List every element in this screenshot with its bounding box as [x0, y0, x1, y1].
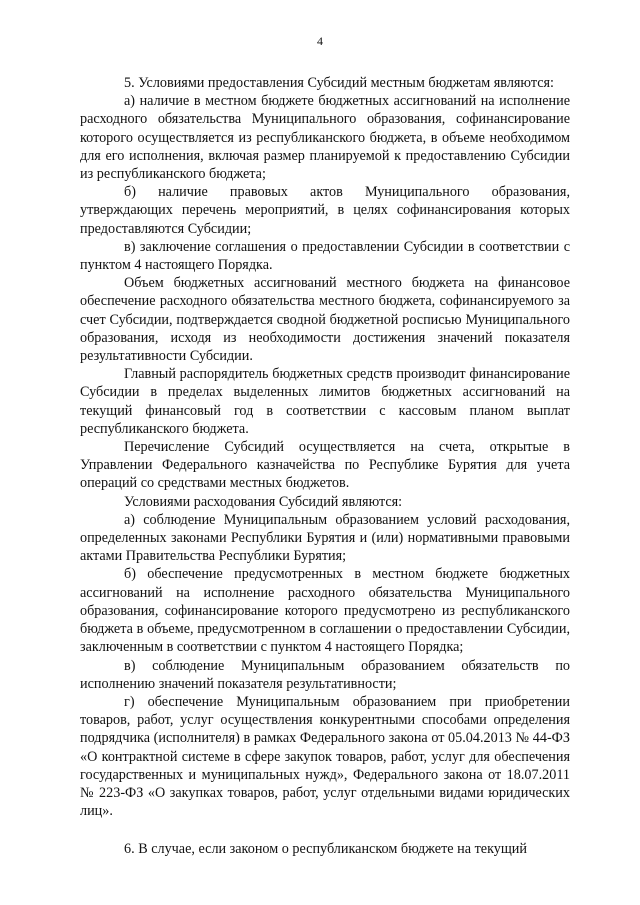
paragraph-financing: Главный распорядитель бюджетных средств производит финансирование Субсидии в пределах выделенных лимитов бюджетных ассигнований на текущий финансовый год в соответствии с кассовым планом выплат республиканского бюджета.: [80, 366, 570, 437]
paragraph-spending-c: в) соблюдение Муниципальным образованием обязательств по исполнению значений показателя результативности;: [80, 657, 570, 692]
paragraph-5b: б) наличие правовых актов Муниципального образования, утверждающих перечень мероприятий, в целях софинансирования которых предоставляются Субсидии;: [80, 184, 570, 237]
paragraph-5a: а) наличие в местном бюджете бюджетных ассигнований на исполнение расходного обязательства Муниципального образования, софинансирование которого осуществляется из республиканского бюджета, в объеме необходимом для его исполнения, включая размер планируемой к предоставлению Субсидии из республиканского бюджета;: [80, 93, 570, 183]
body-text: [80, 74, 570, 859]
paragraph-spending-a: а) соблюдение Муниципальным образованием условий расходования, определенных законами Республики Бурятия и (или) нормативными правовыми актами Правительства Республики Бурятия;: [80, 511, 570, 565]
paragraph-budget-volume: Объем бюджетных ассигнований местного бюджета на финансовое обеспечение расходного обязательства местного бюджета, софинансируемого за счет Субсидии, подтверждается сводной бюджетной росписью Муниципального образования, исходя из необходимости достижения значений показателя результативности Субсидии.: [80, 275, 570, 365]
paragraph-spending-d: г) обеспечение Муниципальным образованием при приобретении товаров, работ, услуг осуществления конкурентными способами определения подрядчика (исполнителя) в рамках Федерального закона от 05.04.2013 № 44-ФЗ «О контрактной системе в сфере закупок товаров, работ, услуг для обеспечения государственных и муниципальных нужд», Федерального закона от 18.07.2011 № 223-ФЗ «О закупках товаров, работ, услуг отдельными видами юридических лиц».: [80, 693, 570, 820]
paragraph-spending-conditions: Условиями расходования Субсидий являются:: [124, 493, 403, 510]
paragraph-5-intro: 5. Условиями предоставления Субсидий местным бюджетам являются:: [124, 75, 554, 91]
paragraph-transfer: Перечисление Субсидий осуществляется на счета, открытые в Управлении Федерального казначейства по Республике Бурятия для учета операций со средствами местных бюджетов.: [80, 439, 570, 492]
paragraph-spending-b: б) обеспечение предусмотренных в местном бюджете бюджетных ассигнований на исполнение расходного обязательства Муниципального образования, софинансирование которого предусмотрено из республиканского бюджета в объеме, предусмотренном в соглашении о предоставлении Субсидии, заключенным в соответствии с пунктом 4 настоящего Порядка;: [80, 566, 570, 656]
paragraph-6: 6. В случае, если законом о республиканском бюджете на текущий: [124, 841, 527, 858]
paragraph-5c: в) заключение соглашения о предоставлении Субсидии в соответствии с пунктом 4 настоящего Порядка.: [80, 238, 570, 274]
page-number: 4: [317, 34, 323, 48]
